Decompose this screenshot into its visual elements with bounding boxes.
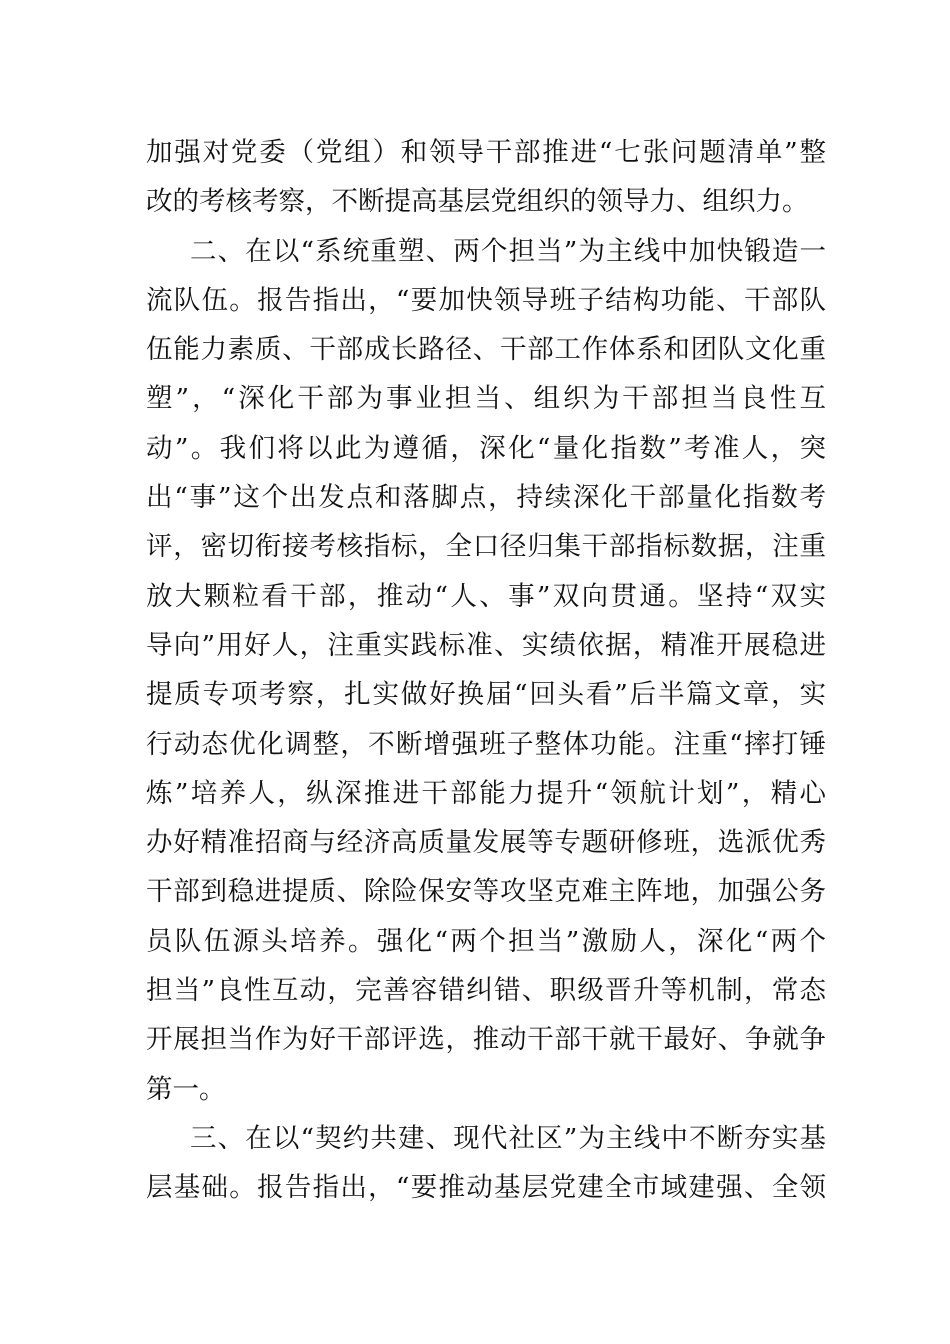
text-line: 改的考核考察，不断提高基层党组织的领导力、组织力。 xyxy=(146,186,809,218)
text-line: 放大颗粒看干部，推动“人、事”双向贯通。坚持“双实 xyxy=(146,580,826,612)
text-line: 三、在以“契约共建、现代社区”为主线中不断夯实基 xyxy=(190,1122,826,1154)
text-line: 炼”培养人，纵深推进干部能力提升“领航计划”，精心 xyxy=(146,777,826,809)
text-line: 行动态优化调整，不断增强班子整体功能。注重“摔打锤 xyxy=(146,728,826,760)
text-line: 动”。我们将以此为遵循，深化“量化指数”考准人，突 xyxy=(146,432,826,464)
text-line: 伍能力素质、干部成长路径、干部工作体系和团队文化重 xyxy=(146,334,826,366)
text-line: 评，密切衔接考核指标，全口径归集干部指标数据，注重 xyxy=(146,531,826,563)
text-line: 第一。 xyxy=(146,1073,226,1105)
text-line: 二、在以“系统重塑、两个担当”为主线中加快锻造一 xyxy=(190,235,826,267)
text-line: 导向”用好人，注重实践标准、实绩依据，精准开展稳进 xyxy=(146,629,826,661)
text-line: 塑”，“深化干部为事业担当、组织为干部担当良性互 xyxy=(146,383,826,415)
text-line: 流队伍。报告指出，“要加快领导班子结构功能、干部队 xyxy=(146,284,826,316)
text-line: 办好精准招商与经济高质量发展等专题研修班，选派优秀 xyxy=(146,827,826,859)
text-line: 干部到稳进提质、除险保安等攻坚克难主阵地，加强公务 xyxy=(146,876,826,908)
text-line: 出“事”这个出发点和落脚点，持续深化干部量化指数考 xyxy=(146,482,826,514)
text-line: 加强对党委（党组）和领导干部推进“七张问题清单”整 xyxy=(146,137,826,168)
body-text xyxy=(146,128,826,1213)
text-line: 员队伍源头培养。强化“两个担当”激励人，深化“两个 xyxy=(146,925,826,957)
text-line: 层基础。报告指出，“要推动基层党建全市域建强、全领 xyxy=(146,1172,826,1204)
text-line: 担当”良性互动，完善容错纠错、职级晋升等机制，常态 xyxy=(146,975,826,1007)
text-line: 提质专项考察，扎实做好换届“回头看”后半篇文章，实 xyxy=(146,679,826,711)
text-line: 开展担当作为好干部评选，推动干部干就干最好、争就争 xyxy=(146,1024,826,1056)
